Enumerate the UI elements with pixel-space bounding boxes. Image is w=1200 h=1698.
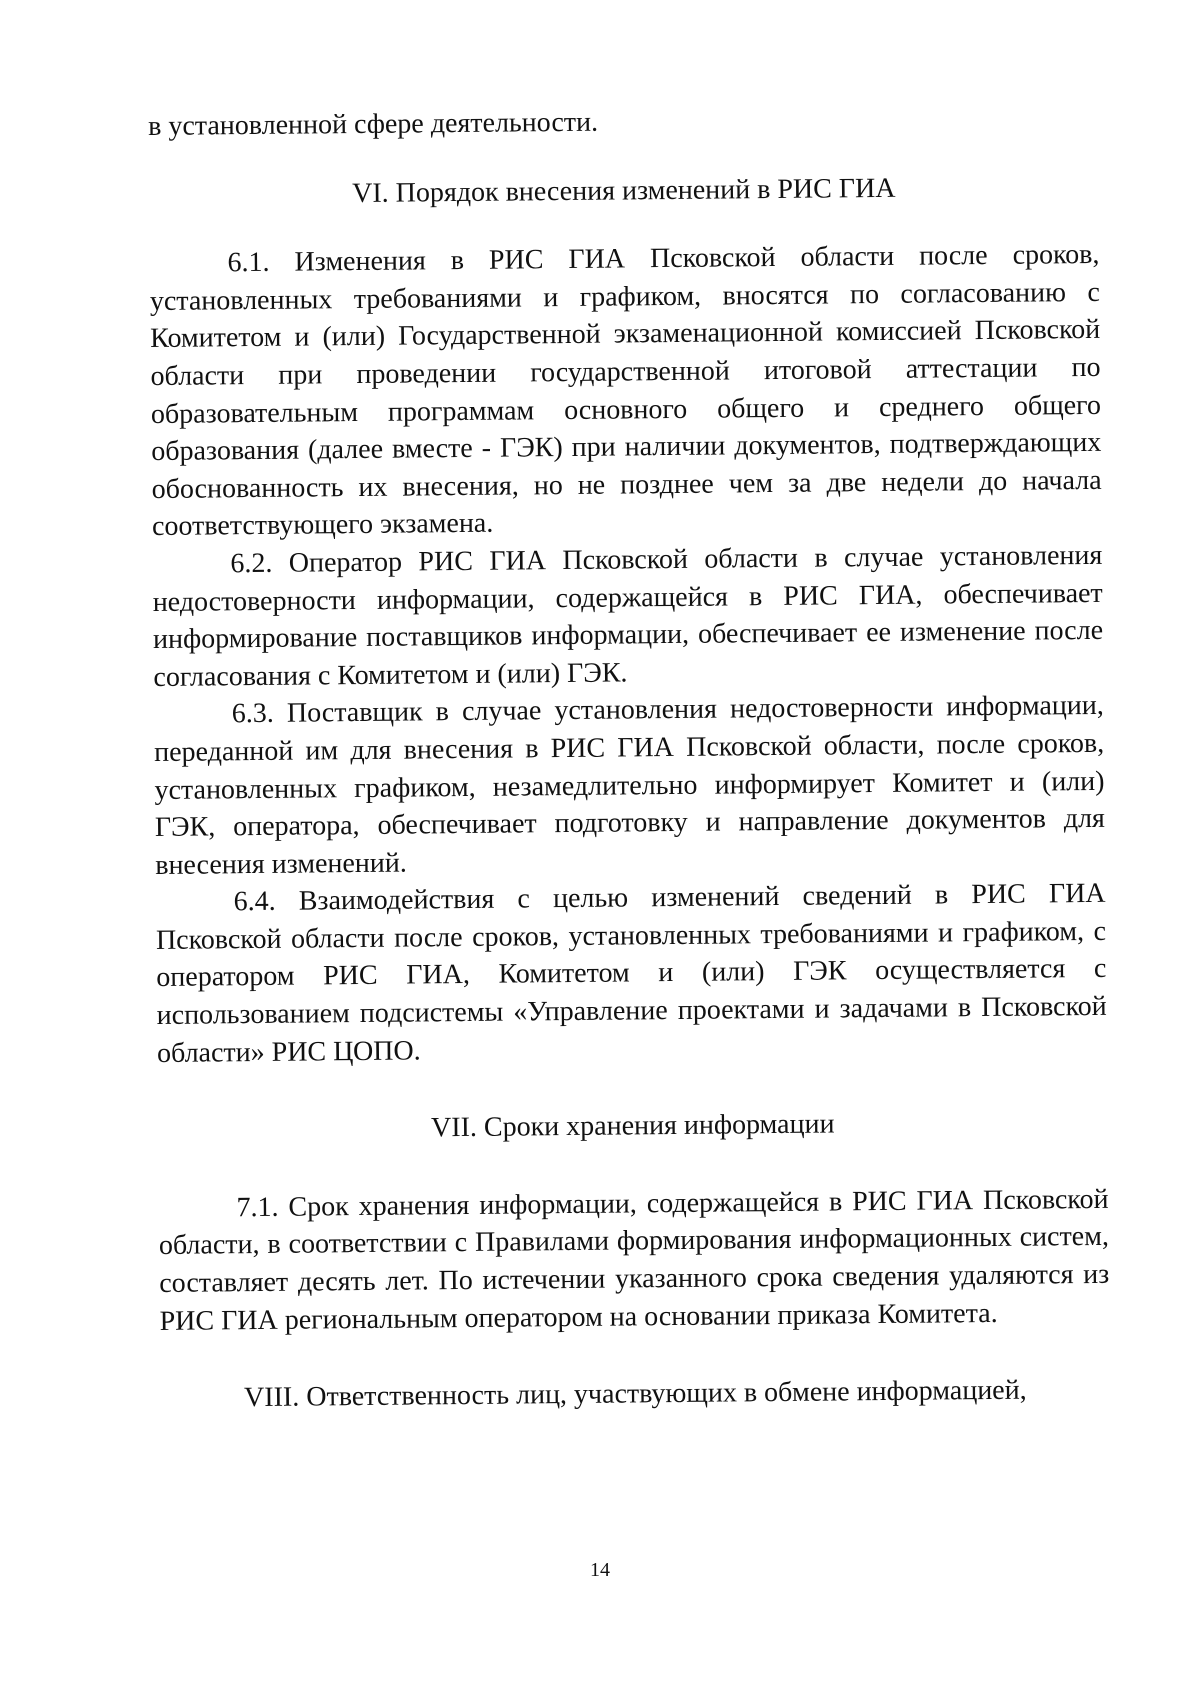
document-page bbox=[148, 99, 1111, 1418]
paragraph-6-4: 6.4. Взаимодействия с целью изменений сведений в РИС ГИА Псковской области после сроков, установленных требованиями и графиком, с оператором РИС ГИА, Комитетом и (или) ГЭК осуществляется с использованием подсистемы «Управление проектами и задачами в Псковской области» РИС ЦОПО. bbox=[155, 878, 1107, 1069]
section-7-heading: VII. Сроки хранения информации bbox=[430, 1108, 835, 1144]
intro-line: в установленной сфере деятельности. bbox=[148, 106, 599, 142]
page-number: 14 bbox=[590, 1559, 610, 1581]
section-6-heading: VI. Порядок внесения изменений в РИС ГИА bbox=[351, 172, 896, 209]
paragraph-7-1: 7.1. Срок хранения информации, содержащейся в РИС ГИА Псковской области, в соответствии с Правилами формирования информационных систем, составляет десять лет. По истечении указанного срока сведения удаляются из РИС ГИА региональным оператором на основании приказа Комитета. bbox=[158, 1183, 1110, 1337]
section-8-heading: VIII. Ответственность лиц, участвующих в обмене информацией, bbox=[243, 1374, 1027, 1414]
paragraph-6-1: 6.1. Изменения в РИС ГИА Псковской области после сроков, установленных требованиями и графиком, вносятся по согласованию с Комитетом и (или) Государственной экзаменационной комиссией Псковской области при проведении государственной итоговой аттестации по образовательным программам основного общего и среднего общего образования (далее вместе - ГЭК) при наличии документов, подтверждающих обоснованность их внесения, но не позднее чем за две недели до начала соответствующего экзамена. bbox=[149, 239, 1102, 543]
paragraph-6-2: 6.2. Оператор РИС ГИА Псковской области в случае установления недостоверности информации, содержащейся в РИС ГИА, обеспечивает информирование поставщиков информации, обеспечивает ее изменение после согласования с Комитетом и (или) ГЭК. bbox=[152, 539, 1104, 693]
paragraph-6-3: 6.3. Поставщик в случае установления недостоверности информации, переданной им для внесения в РИС ГИА Псковской области, после сроков, установленных графиком, незамедлительно информирует Комитет и (или) ГЭК, оператора, обеспечивает подготовку и направление документов для внесения изменений. bbox=[154, 690, 1106, 881]
